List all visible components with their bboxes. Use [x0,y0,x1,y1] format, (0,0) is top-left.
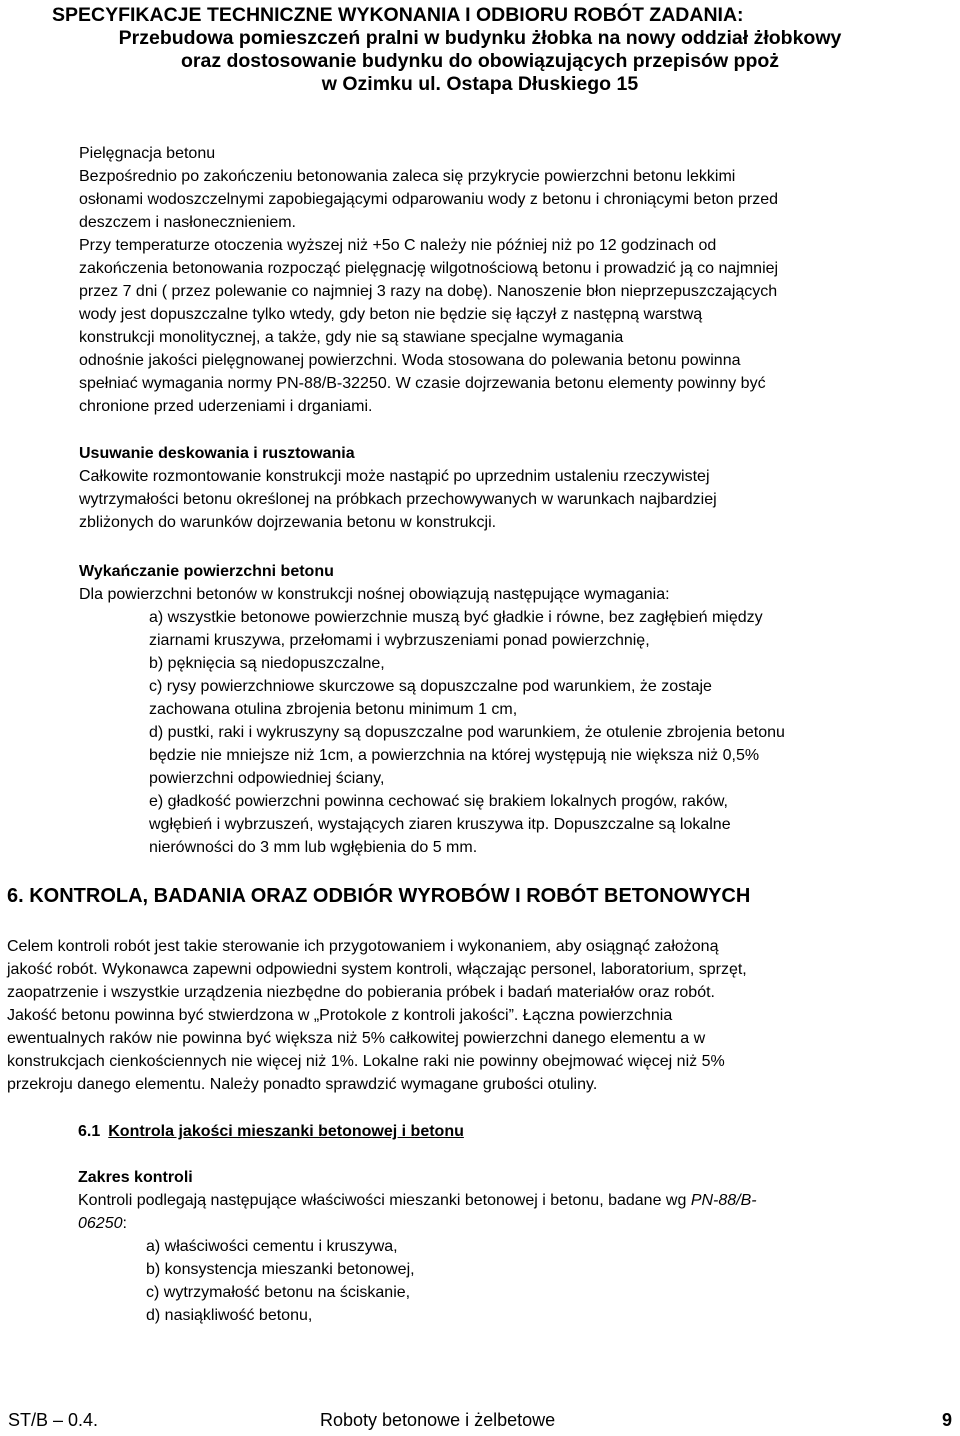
section-6-line-7: przekroju danego elementu. Należy ponadto sprawdzić wymagane grubości otuliny. [7,1076,598,1093]
finishing-heading: Wykańczanie powierzchni betonu [79,563,334,580]
footer-doc-title: Roboty betonowe i żelbetowe [320,1410,556,1430]
scope-section [78,1166,757,1327]
curing-p1-line-1: Bezpośrednio po zakończeniu betonowania zaleca się przykrycie powierzchni betonu lekkimi [79,168,736,185]
title-line-4: w Ozimku ul. Ostapa Dłuskiego 15 [321,73,639,95]
finishing-item-line-8: powierzchni odpowiedniej ściany, [149,770,385,787]
curing-p2-line-5: konstrukcji monolitycznej, a także, gdy nie są stawiane specjalne wymagania [79,329,624,346]
section-6-body [7,935,747,1096]
curing-p1-line-3: deszczem i nasłonecznieniem. [79,214,296,231]
scope-colon: : [122,1215,127,1232]
curing-p2-line-8: chronione przed uderzeniami i drganiami. [79,398,373,415]
finishing-item-line-3: b) pęknięcia są niedopuszczalne, [149,655,385,672]
subsection-6-1-number: 6.1 [78,1123,101,1140]
scope-item-d: d) nasiąkliwość betonu, [146,1307,313,1324]
curing-p2-line-2: zakończenia betonowania rozpocząć pielęgnację wilgotnościową betonu i prowadzić ją co najmniej [79,260,779,277]
finishing-item-line-4: c) rysy powierzchniowe skurczowe są dopuszczalne pod warunkiem, że zostaje [149,678,712,695]
curing-p2-line-4: wody jest dopuszczalne tylko wtedy, gdy beton nie będzie się łączył z następną warstwą [79,306,703,323]
curing-heading: Pielęgnacja betonu [79,145,216,162]
finishing-intro: Dla powierzchni betonów w konstrukcji nośnej obowiązują następujące wymagania: [79,586,670,603]
finishing-section [79,560,785,859]
finishing-item-line-6: d) pustki, raki i wykruszyny są dopuszczalne pod warunkiem, że otulenie zbrojenia betonu [149,724,785,741]
scope-item-a: a) właściwości cementu i kruszywa, [146,1238,398,1255]
finishing-item-line-5: zachowana otulina zbrojenia betonu minimum 1 cm, [149,701,518,718]
scope-heading: Zakres kontroli [78,1169,193,1186]
scope-item-c: c) wytrzymałość betonu na ściskanie, [146,1284,411,1301]
scope-item-b: b) konsystencja mieszanki betonowej, [146,1261,415,1278]
curing-p2-line-3: przez 7 dni ( przez polewanie co najmniej 3 razy na dobę). Nanoszenie błon nieprzepuszczających [79,283,778,300]
finishing-item-line-1: a) wszystkie betonowe powierzchnie muszą być gładkie i równe, bez zagłębień między [149,609,763,626]
curing-p2-line-1: Przy temperaturze otoczenia wyższej niż +5o C należy nie później niż po 12 godzinach od [79,237,717,254]
formwork-line-3: zbliżonych do warunków dojrzewania betonu w konstrukcji. [79,514,497,531]
curing-p1-line-2: osłonami wodoszczelnymi zapobiegającymi odparowaniu wody z betonu i chroniącymi beton przed [79,191,779,208]
title-line-1: SPECYFIKACJE TECHNICZNE WYKONANIA I ODBIORU ROBÓT ZADANIA: [52,4,744,26]
section-6-line-5: ewentualnych raków nie powinna być większa niż 5% całkowitej powierzchni danego elementu a w [7,1030,706,1047]
finishing-item-line-11: nierówności do 3 mm lub wgłębienia do 5 mm. [149,839,478,856]
formwork-heading: Usuwanie deskowania i rusztowania [79,445,355,462]
scope-line-1-text: Kontroli podlegają następujące właściwości mieszanki betonowej i betonu, badane wg [78,1192,691,1209]
section-6-line-4: Jakość betonu powinna być stwierdzona w „Protokole z kontroli jakości”. Łączna powierzchnia [7,1007,673,1024]
section-6-line-3: zaopatrzenie i wszystkie urządzenia niezbędne do pobierania próbek i badań materiałów oraz robót. [7,984,715,1001]
footer-page-number: 9 [941,1410,952,1430]
title-line-2: Przebudowa pomieszczeń pralni w budynku żłobka na nowy oddział żłobkowy [118,27,842,49]
section-6-line-1: Celem kontroli robót jest takie sterowanie ich przygotowaniem i wykonaniem, aby osiągnąć założoną [7,938,719,955]
footer-doc-code: ST/B – 0.4. [8,1410,99,1430]
title-line-3: oraz dostosowanie budynku do obowiązujących przepisów ppoż [180,50,780,72]
scope-line-2 [78,1212,757,1235]
document-title [30,4,930,96]
finishing-item-line-7: będzie nie mniejsze niż 1cm, a powierzchnia na której występują nie większa niż 0,5% [149,747,760,764]
scope-standard-part2: 06250 [78,1215,123,1232]
finishing-item-line-2: ziarnami kruszywa, przełomami i wybrzuszeniami ponad powierzchnię, [149,632,650,649]
section-6-title: 6. KONTROLA, BADANIA ORAZ ODBIÓR WYROBÓW I ROBÓT BETONOWYCH [7,885,751,907]
formwork-section [79,442,717,534]
section-6-line-2: jakość robót. Wykonawca zapewni odpowiedni system kontroli, włączając personel, laboratorium, sprzęt, [7,961,747,978]
subsection-6-1-title [78,1121,464,1143]
subsection-6-1-label: Kontrola jakości mieszanki betonowej i betonu [108,1123,464,1140]
curing-section [79,142,778,418]
formwork-line-1: Całkowite rozmontowanie konstrukcji może nastąpić po uprzednim ustaleniu rzeczywistej [79,468,710,485]
finishing-item-line-10: wgłębień i wybrzuszeń, wystających ziaren kruszywa itp. Dopuszczalne są lokalne [149,816,731,833]
finishing-item-line-9: e) gładkość powierzchni powinna cechować się brakiem lokalnych progów, raków, [149,793,728,810]
section-6-line-6: konstrukcjach cienkościennych nie więcej niż 1%. Lokalne raki nie powinny obejmować więcej niż 5% [7,1053,725,1070]
scope-standard-part1: PN-88/B- [690,1192,757,1209]
curing-p2-line-7: spełniać wymagania normy PN-88/B-32250. W czasie dojrzewania betonu elementy powinny być [79,375,766,392]
curing-p2-line-6: odnośnie jakości pielęgnowanej powierzchni. Woda stosowana do polewania betonu powinna [79,352,741,369]
scope-line-1 [78,1189,757,1212]
formwork-line-2: wytrzymałości betonu określonej na próbkach przechowywanych w warunkach najbardziej [79,491,717,508]
